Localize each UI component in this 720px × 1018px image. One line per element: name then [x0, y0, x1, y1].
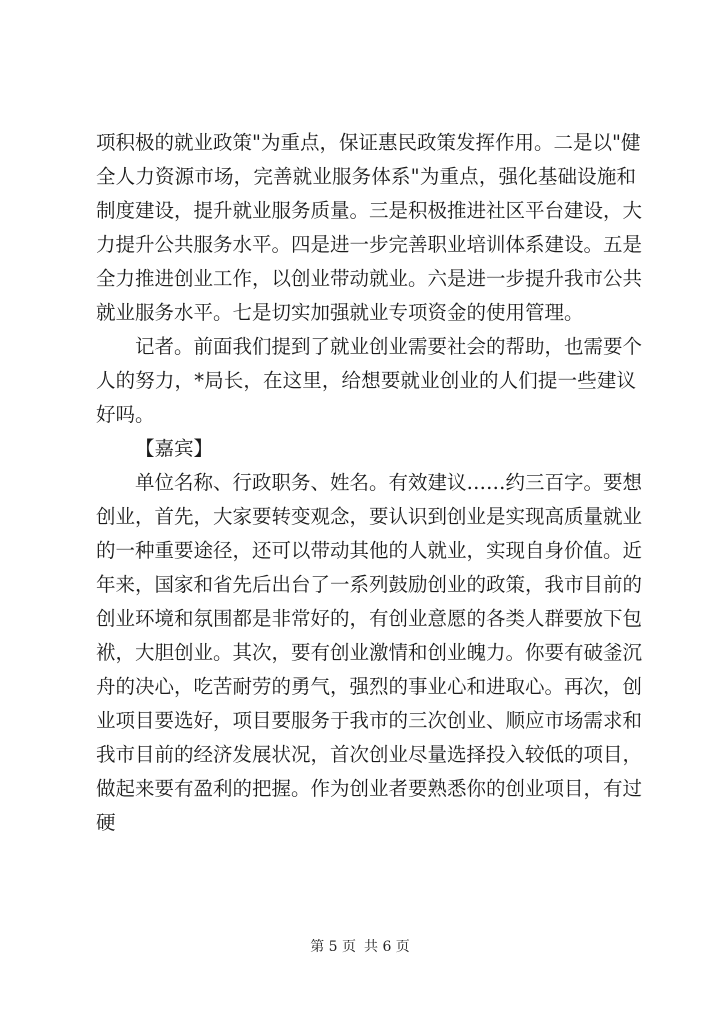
paragraph-1-line-4: 力提升公共服务水平。四是进一步完善职业培训体系建设。五是: [96, 233, 643, 256]
paragraph-2-line-2: 人的努力，*局长，在这里，给想要就业创业的人们提一些建议: [96, 369, 636, 392]
paragraph-4-line-9: 我市目前的经济发展状况，首次创业尽量选择投入较低的项目，: [96, 743, 643, 766]
page-number-current: 第 5 页: [310, 939, 356, 955]
paragraph-2-line-1: 记者。前面我们提到了就业创业需要社会的帮助，也需要个: [135, 335, 643, 358]
paragraph-4-line-7: 舟的决心，吃苦耐劳的勇气，强烈的事业心和进取心。再次，创: [96, 675, 643, 698]
paragraph-4-line-5: 创业环境和氛围都是非常好的，有创业意愿的各类人群要放下包: [96, 607, 643, 630]
paragraph-1-line-2: 全人力资源市场，完善就业服务体系"为重点，强化基础设施和: [96, 165, 636, 188]
paragraph-4-line-10: 做起来要有盈利的把握。作为创业者要熟悉你的创业项目，有过: [96, 777, 643, 800]
paragraph-4-line-6: 袱，大胆创业。其次，要有创业激情和创业魄力。你要有破釜沉: [96, 641, 643, 664]
document-body: [96, 126, 643, 840]
page-number-total: 共 6 页: [364, 939, 410, 955]
page-footer: [0, 937, 720, 957]
paragraph-1-line-3: 制度建设，提升就业服务质量。三是积极推进社区平台建设，大: [96, 199, 643, 222]
paragraph-4-line-2: 创业，首先，大家要转变观念，要认识到创业是实现高质量就业: [96, 505, 643, 528]
paragraph-4-line-8: 业项目要选好，项目要服务于我市的三次创业、顺应市场需求和: [96, 709, 643, 732]
paragraph-4-line-11: 硬: [96, 811, 116, 834]
paragraph-1-line-1: 项积极的就业政策"为重点，保证惠民政策发挥作用。二是以"健: [96, 131, 641, 154]
paragraph-2-line-3: 好吗。: [96, 403, 155, 426]
speaker-heading-guest: 【嘉宾】: [135, 437, 214, 460]
paragraph-4-line-3: 的一种重要途径，还可以带动其他的人就业，实现自身价值。近: [96, 539, 643, 562]
paragraph-1-line-5: 全力推进创业工作，以创业带动就业。六是进一步提升我市公共: [96, 267, 643, 290]
paragraph-1-line-6: 就业服务水平。七是切实加强就业专项资金的使用管理。: [96, 301, 584, 324]
paragraph-4-line-1: 单位名称、行政职务、姓名。有效建议……约三百字。要想: [135, 471, 643, 494]
paragraph-4-line-4: 年来，国家和省先后出台了一系列鼓励创业的政策，我市目前的: [96, 573, 643, 596]
